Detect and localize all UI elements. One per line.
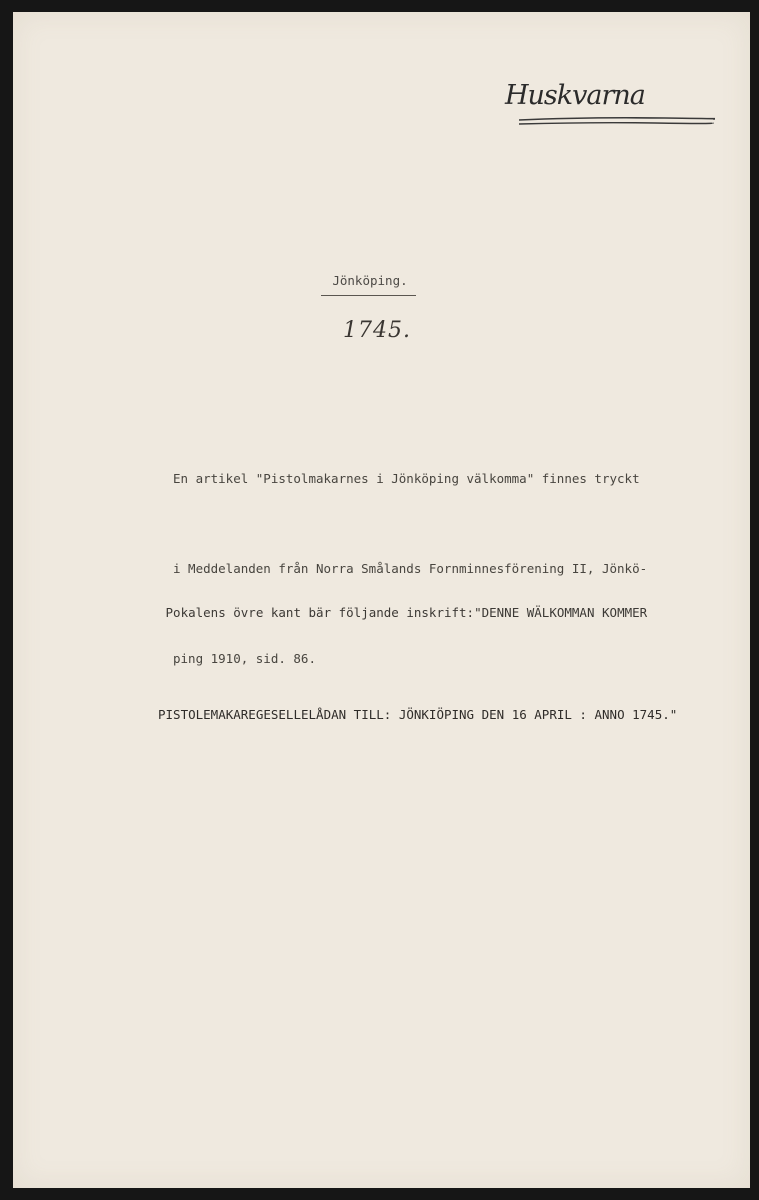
paragraph-line: Pokalens övre kant bär följande inskrift:"DENNE WÄLKOMMAN KOMMER (158, 605, 648, 620)
paragraph-line: En artikel "Pistolmakarnes i Jönköping välkomma" finnes tryckt (173, 471, 640, 486)
handwritten-corner-annotation (505, 80, 715, 130)
paragraph-line: i Meddelanden från Norra Smålands Fornminnesförening II, Jönkö- (173, 561, 648, 576)
corner-annotation-text: Huskvarna (505, 80, 645, 111)
place-heading: Jönköping. (332, 273, 408, 288)
double-underline-icon (505, 80, 715, 130)
heading-underline (321, 295, 416, 296)
handwritten-year: 1745. (343, 318, 411, 343)
paragraph-line: ping 1910, sid. 86. (173, 651, 316, 666)
paragraph-line: PISTOLEMAKAREGESELLELÅDAN TILL: JÖNKIÖPING DEN 16 APRIL : ANNO 1745." (158, 707, 678, 722)
paragraph-inscription (158, 528, 677, 800)
document-page (13, 12, 750, 1188)
